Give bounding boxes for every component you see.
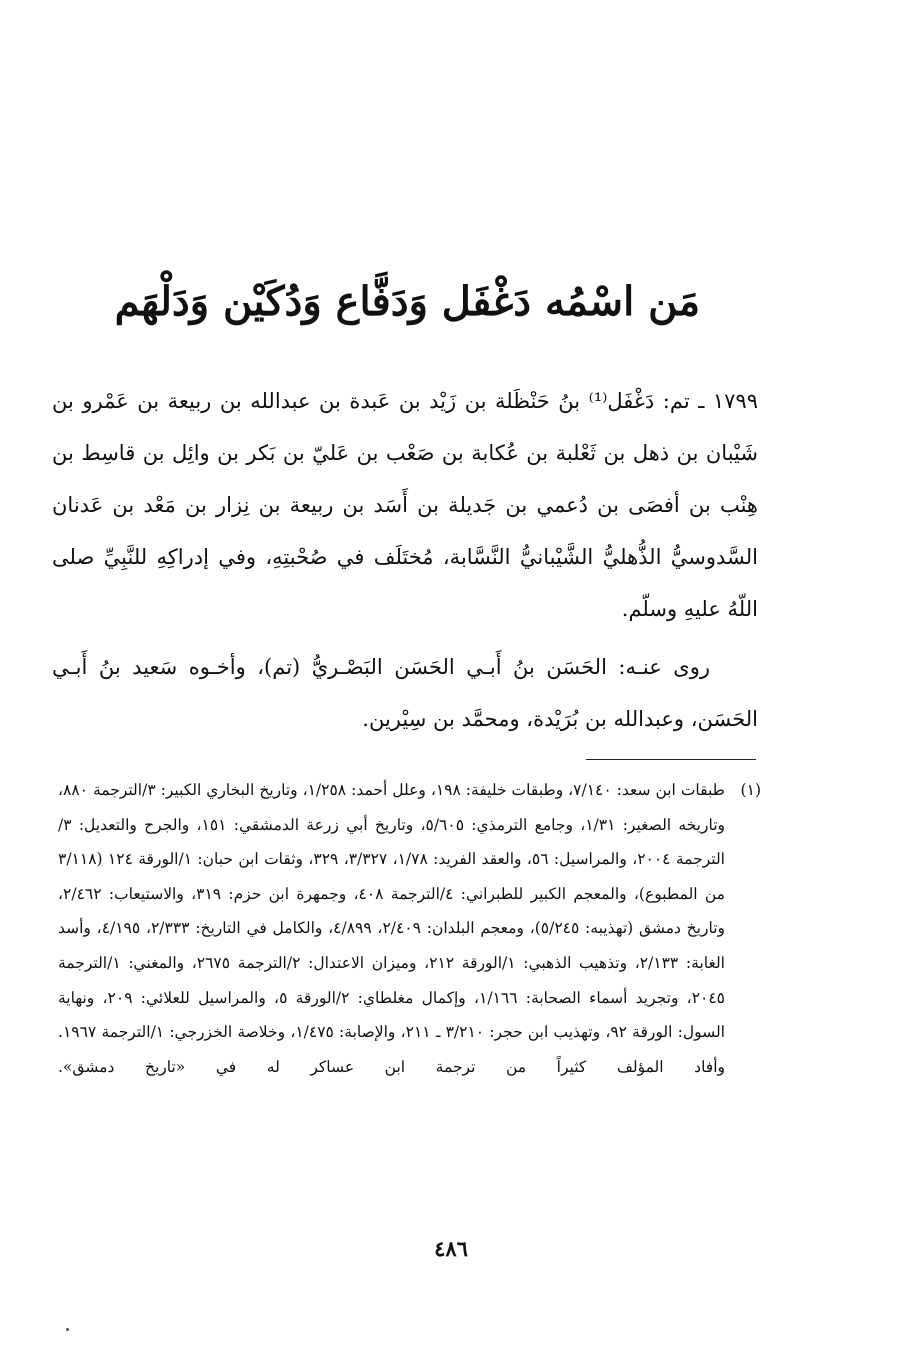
footnote-body [58,773,725,1084]
footnote-line: وجمهرة ابن حزم: ٣١٩، والاستيعاب: ٢/٤٦٢، وتاريخ دمشق (تهذيبه: ٥/٢٤٥)، [58,884,725,938]
footnote-line: ٥/٦٠٥، وتاريخ أبي زرعة الدمشقي: ١٥١، والجرح والتعديل: ٣/الترجمة ٢٠٠٤، [58,815,725,869]
footnote [58,773,761,1084]
footnote-line: وإكمال مغلطاي: ٢/الورقة ٥، والمراسيل للعلائي: ٢٠٩، ونهاية السول: الورقة ٩٢، [58,988,725,1042]
chapter-heading: مَن اسْمُه دَغْفَل وَدَفَّاع وَدُكَيْن وَدَلْهَم [114,278,700,325]
entry-line: النَّسَّابة، مُختَلَف في صُحْبتِهِ، وفي إدراكِهِ للنَّبِيِّ صلى اللّهُ عليهِ وسلّم. [52,545,758,621]
footnote-line: وتهذيب ابن حجر: ٣/٢١٠ ـ ٢١١، والإصابة: ١/٤٧٥، وخلاصة الخزرجي: [169,1023,601,1042]
scan-speck [66,1328,69,1331]
footnote-line: ١/الترجمة ١٩٦٧. وأفاد المؤلف كثيراً من ترجمة ابن عساكر له في «تاريخ دمشق». [58,1023,725,1076]
biography-paragraph [52,375,758,635]
footnote-line: ٢/الترجمة ٢٦٧٥، والمغني: ١/الترجمة ٢٠٤٥، وتجريد أسماء الصحابة: ١/١٦٦، [58,953,725,1007]
entry-line: ١٧٩٩ ـ تم: دَغْفَل⁽¹⁾ بنُ حَنْظَلة بن زَيْد بن عَبدة بن عبدالله بن [219,389,758,413]
footnote-separator [586,759,756,760]
page-number: ٤٨٦ [434,1236,468,1261]
footnote-line: البخاري الكبير: ٣/الترجمة ٨٨٠، وتاريخه الصغير: ١/٣١، وجامع الترمذي: [58,781,726,834]
footnote-line: والمراسيل: ٥٦، والعقد الفريد: ١/٧٨، ٣/٣٢٧، ٣٢٩، وثقات ابن حبان: [197,850,627,869]
narrators-line: روى عنـه: الحَسَن بنُ أَبـي الحَسَن البَصْـريُّ (تم)، وأخـوه [188,655,710,679]
footnote-line: ومعجم البلدان: ٢/٤٠٩، ٤/٨٩٩، والكامل في التاريخ: ٢/٣٣٣، ٤/١٩٥، [96,919,524,938]
footnote-line: وأسد الغابة: ٢/١٣٣، وتذهيب الذهبي: ١/الورقة ٢١٢، وميزان الاعتدال: [58,919,725,972]
narrators-paragraph [52,641,758,745]
footnote-line: طبقات ابن سعد: ٧/١٤٠، وطبقات خليفة: ١٩٨، وعلل أحمد: ١/٢٥٨، وتاريخ [259,781,725,799]
entry-text [52,375,758,745]
footnote-number: (١) [740,781,761,799]
narrators-line: سَعيد بنُ أَبـي الحَسَن، وعبدالله بن بُرَيْدة، ومحمَّد بن سِيْرين. [52,655,758,731]
entry-line: ربيعة بن عَمْرو بن شَيْبان بن ذهل بن ثَعْلبة بن عُكابة بن صَعْب بن [52,389,758,465]
entry-line: عَليّ بن بَكر بن وائِل بن قاسِط بن هِنْب بن أفصَى بن دُعمي بن جَديلة بن [52,441,758,517]
footnote-line: ١/الورقة ١٢٤ (٣/١١٨ من المطبوع)، والمعجم الكبير للطبراني: ٤/الترجمة ٤٠٨، [58,850,725,903]
entry-line: أَسَد بن ربيعة بن نِزار بن مَعْد بن عَدنان السَّدوسيُّ الذُّهليُّ الشَّيْبانيُّ [52,493,758,569]
